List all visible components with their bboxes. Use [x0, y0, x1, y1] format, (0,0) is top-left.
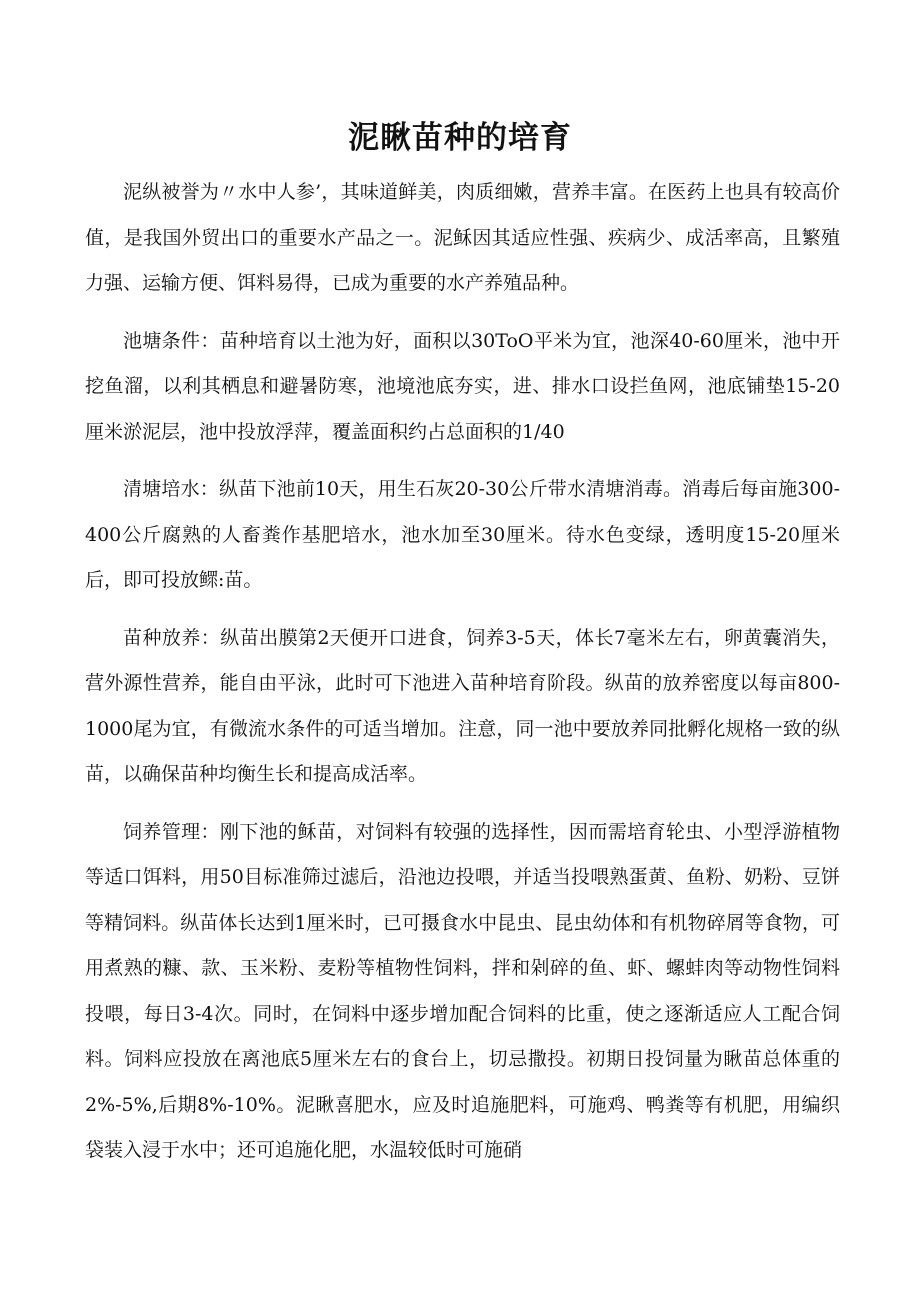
paragraph-intro: 泥纵被誉为〃水中人参’，其味道鲜美，肉质细嫩，营养丰富。在医药上也具有较高价值，是我国外贸出口的重要水产品之一。泥稣因其适应性强、疾病少、成活率高，且繁殖力强、运输方便、饵料易得，已成为重要的水产养殖品种。 — [85, 181, 840, 294]
paragraph-fry-stocking: 苗种放养：纵苗出膜第2天便开口进食，饲养3-5天，体长7毫米左右，卵黄囊消失，营外源性营养，能自由平泳，此时可下池进入苗种培育阶段。纵苗的放养密度以每亩800-1000尾为宜，有微流水条件的可适当增加。注意，同一池中要放养同批孵化规格一致的纵苗，以确保苗种均衡生长和提高成活率。 — [85, 626, 840, 785]
document-title: 泥瞅苗种的培育 — [348, 120, 572, 156]
document-body — [85, 170, 840, 1186]
paragraph-feeding-management: 饲养管理：刚下池的稣苗，对饲料有较强的选择性，因而需培育轮虫、小型浮游植物等适口饵料，用50目标准筛过滤后，沿池边投喂，并适当投喂熟蛋黄、鱼粉、奶粉、豆饼等精饲料。纵苗体长达到1厘米时，已可摄食水中昆虫、昆虫幼体和有机物碎屑等食物，可用煮熟的糠、款、玉米粉、麦粉等植物性饲料，拌和剁碎的鱼、虾、螺蚌肉等动物性饲料投喂，每日3-4次。同时，在饲料中逐步增加配合饲料的比重，使之逐渐适应人工配合饲料。饲料应投放在离池底5厘米左右的食台上，切忌撒投。初期日投饲量为瞅苗总体重的2%-5%,后期8%-10%。泥瞅喜肥水，应及时追施肥料，可施鸡、鸭粪等有机肥，用编织袋装入浸于水中；还可追施化肥，水温较低时可施硝 — [85, 820, 840, 1161]
paragraph-pond-conditions: 池塘条件：苗种培育以土池为好，面积以30ToO平米为宜，池深40-60厘米，池中开挖鱼溜，以利其栖息和避暑防寒，池境池底夯实，进、排水口设拦鱼网，池底铺垫15-20厘米淤泥层，池中投放浮萍，覆盖面积约占总面积的1∕40 — [85, 329, 840, 443]
paragraph-pond-cleaning: 清塘培水：纵苗下池前10天，用生石灰20-30公斤带水清塘消毒。消毒后每亩施300-400公斤腐熟的人畜粪作基肥培水，池水加至30厘米。待水色变绿，透明度15-20厘米后，即可投放鳏:苗。 — [85, 478, 840, 591]
